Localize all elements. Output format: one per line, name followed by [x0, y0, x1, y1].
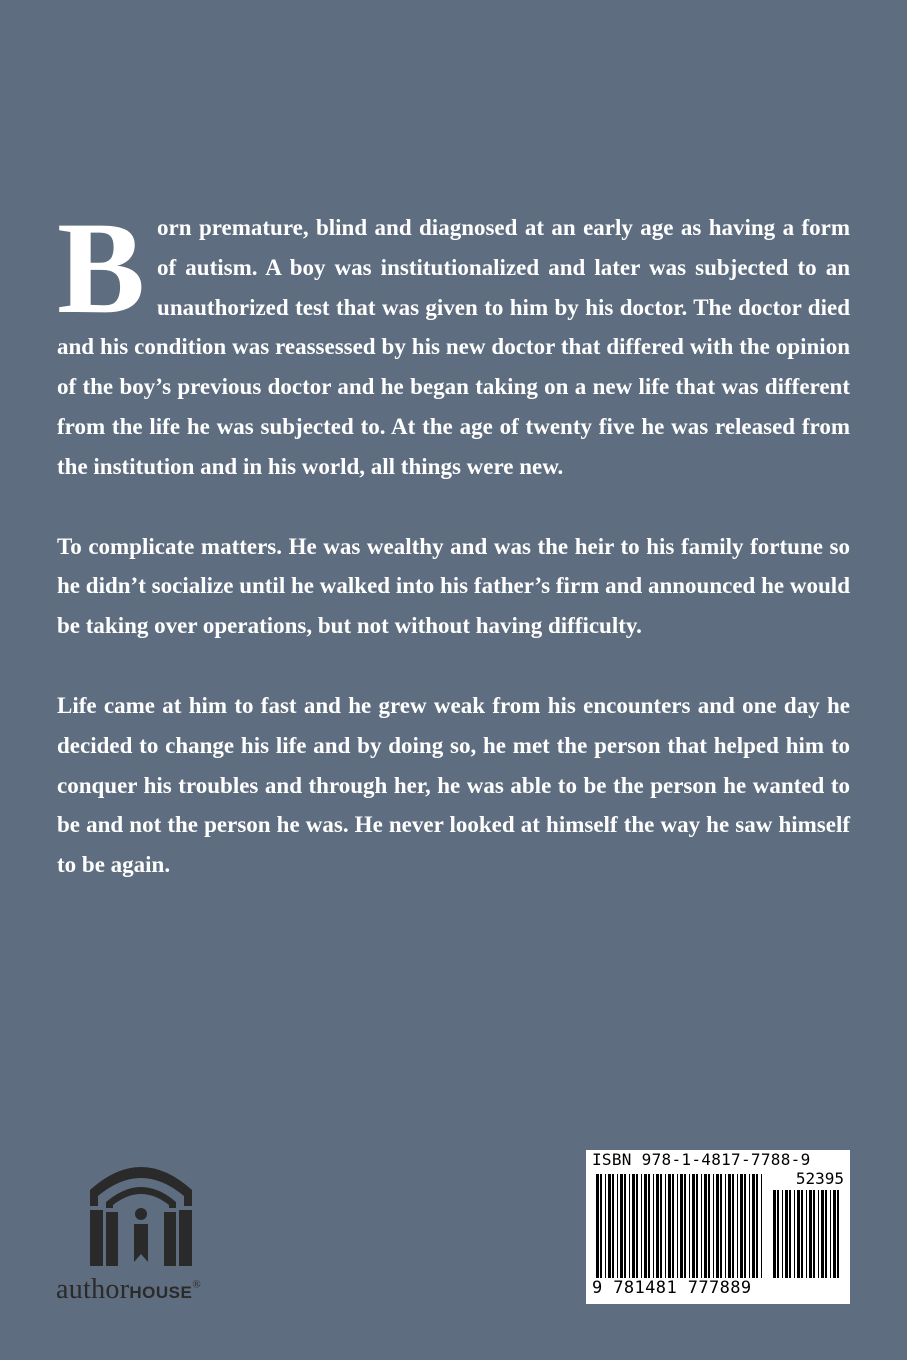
barcode-bar	[656, 1174, 659, 1278]
barcode-bar	[809, 1190, 812, 1278]
barcode-bar	[716, 1174, 719, 1278]
blurb-paragraph-1	[57, 194, 850, 487]
barcode-bar	[617, 1174, 618, 1278]
barcode-bar	[773, 1190, 776, 1278]
barcode-bar	[660, 1174, 662, 1278]
barcode-bar	[684, 1174, 686, 1278]
barcode-bar	[704, 1174, 707, 1278]
barcode-bar	[696, 1174, 698, 1278]
isbn-barcode	[586, 1150, 850, 1304]
barcode-bar	[708, 1174, 710, 1278]
barcode-bar	[728, 1174, 731, 1278]
barcode-bar	[644, 1174, 647, 1278]
barcode-bar	[701, 1174, 702, 1278]
barcode-bar	[720, 1174, 722, 1278]
barcode-bar	[672, 1174, 674, 1278]
publisher-name-upper: HOUSE	[129, 1283, 193, 1302]
barcode-bar	[777, 1190, 779, 1278]
back-cover-blurb	[57, 194, 850, 925]
blurb-paragraph-3: Life came at him to fast and he grew weak from his encounters and one day he decided to change his life and by doing so, he met the person that helped him to conquer his troubles and through her, he was able to be the person he wanted to be and not the person he was. He never looked at himself the way he saw himself to be again.	[57, 692, 850, 878]
barcode-bar	[629, 1174, 630, 1278]
barcode-bar	[653, 1174, 654, 1278]
barcode-bar	[801, 1190, 803, 1278]
house-arch-person-icon	[86, 1150, 196, 1268]
publisher-name-lower: author	[56, 1274, 130, 1305]
barcode-bar	[806, 1190, 807, 1278]
drop-cap-letter: B	[57, 194, 146, 341]
price-addon-bars	[771, 1190, 841, 1278]
barcode-bar	[677, 1174, 678, 1278]
barcode-bar	[725, 1174, 726, 1278]
barcode-bar	[668, 1174, 671, 1278]
blurb-paragraph-1-text: orn premature, blind and diagnosed at an early age as having a form of autism. A boy was institutionalized and later was subjected to an unauthorized test that was given to him by his doctor. The doctor died and his condition was reassessed by his new doctor that differed with the opinion of the boy’s previous doctor and he began taking on a new life that was different from the life he was subjected to. At the age of twenty five he was released from the institution and in his world, all things were new.	[57, 215, 850, 479]
publisher-name	[56, 1274, 201, 1306]
barcode-bar	[600, 1174, 602, 1278]
barcode-bar	[612, 1174, 614, 1278]
barcode-bar	[665, 1174, 666, 1278]
barcode-bar	[605, 1174, 606, 1278]
barcode-bar	[692, 1174, 695, 1278]
barcode-bar	[620, 1174, 623, 1278]
barcode-bar	[608, 1174, 611, 1278]
barcode-digits: 9 781481 777889	[592, 1278, 752, 1298]
barcode-bar	[837, 1190, 839, 1278]
barcode-bar	[624, 1174, 626, 1278]
barcode-bar	[740, 1174, 743, 1278]
barcode-bar	[744, 1174, 746, 1278]
price-code: 52395	[795, 1169, 844, 1188]
publisher-logo	[56, 1150, 256, 1310]
ean-13-bars	[594, 1174, 766, 1278]
barcode-bar	[821, 1190, 824, 1278]
barcode-bar	[794, 1190, 795, 1278]
barcode-bar	[761, 1174, 762, 1278]
barcode-bar	[830, 1190, 831, 1278]
barcode-bar	[785, 1190, 788, 1278]
barcode-bar	[737, 1174, 738, 1278]
barcode-bar	[680, 1174, 683, 1278]
barcode-bar	[752, 1174, 755, 1278]
barcode-bar	[789, 1190, 791, 1278]
barcode-bar	[813, 1190, 815, 1278]
barcode-bar	[749, 1174, 750, 1278]
barcode-bar	[632, 1174, 635, 1278]
blurb-paragraph-2: To complicate matters. He was wealthy and was the heir to his family fortune so he didn’t socialize until he walked into his father’s firm and announced he would be taking over operations, but not without having difficulty.	[57, 533, 850, 639]
barcode-bar	[782, 1190, 783, 1278]
barcode-bar	[797, 1190, 800, 1278]
barcode-bar	[818, 1190, 819, 1278]
barcode-bar	[596, 1174, 599, 1278]
barcode-bar	[825, 1190, 827, 1278]
barcode-bar	[732, 1174, 734, 1278]
barcode-bar	[756, 1174, 758, 1278]
barcode-bar	[648, 1174, 650, 1278]
isbn-label: ISBN 978-1-4817-7788-9	[592, 1150, 811, 1169]
barcode-bar	[636, 1174, 638, 1278]
barcode-bar	[641, 1174, 642, 1278]
registered-mark: ®	[192, 1278, 201, 1291]
barcode-bar	[689, 1174, 690, 1278]
barcode-bar	[713, 1174, 714, 1278]
barcode-bar	[833, 1190, 836, 1278]
